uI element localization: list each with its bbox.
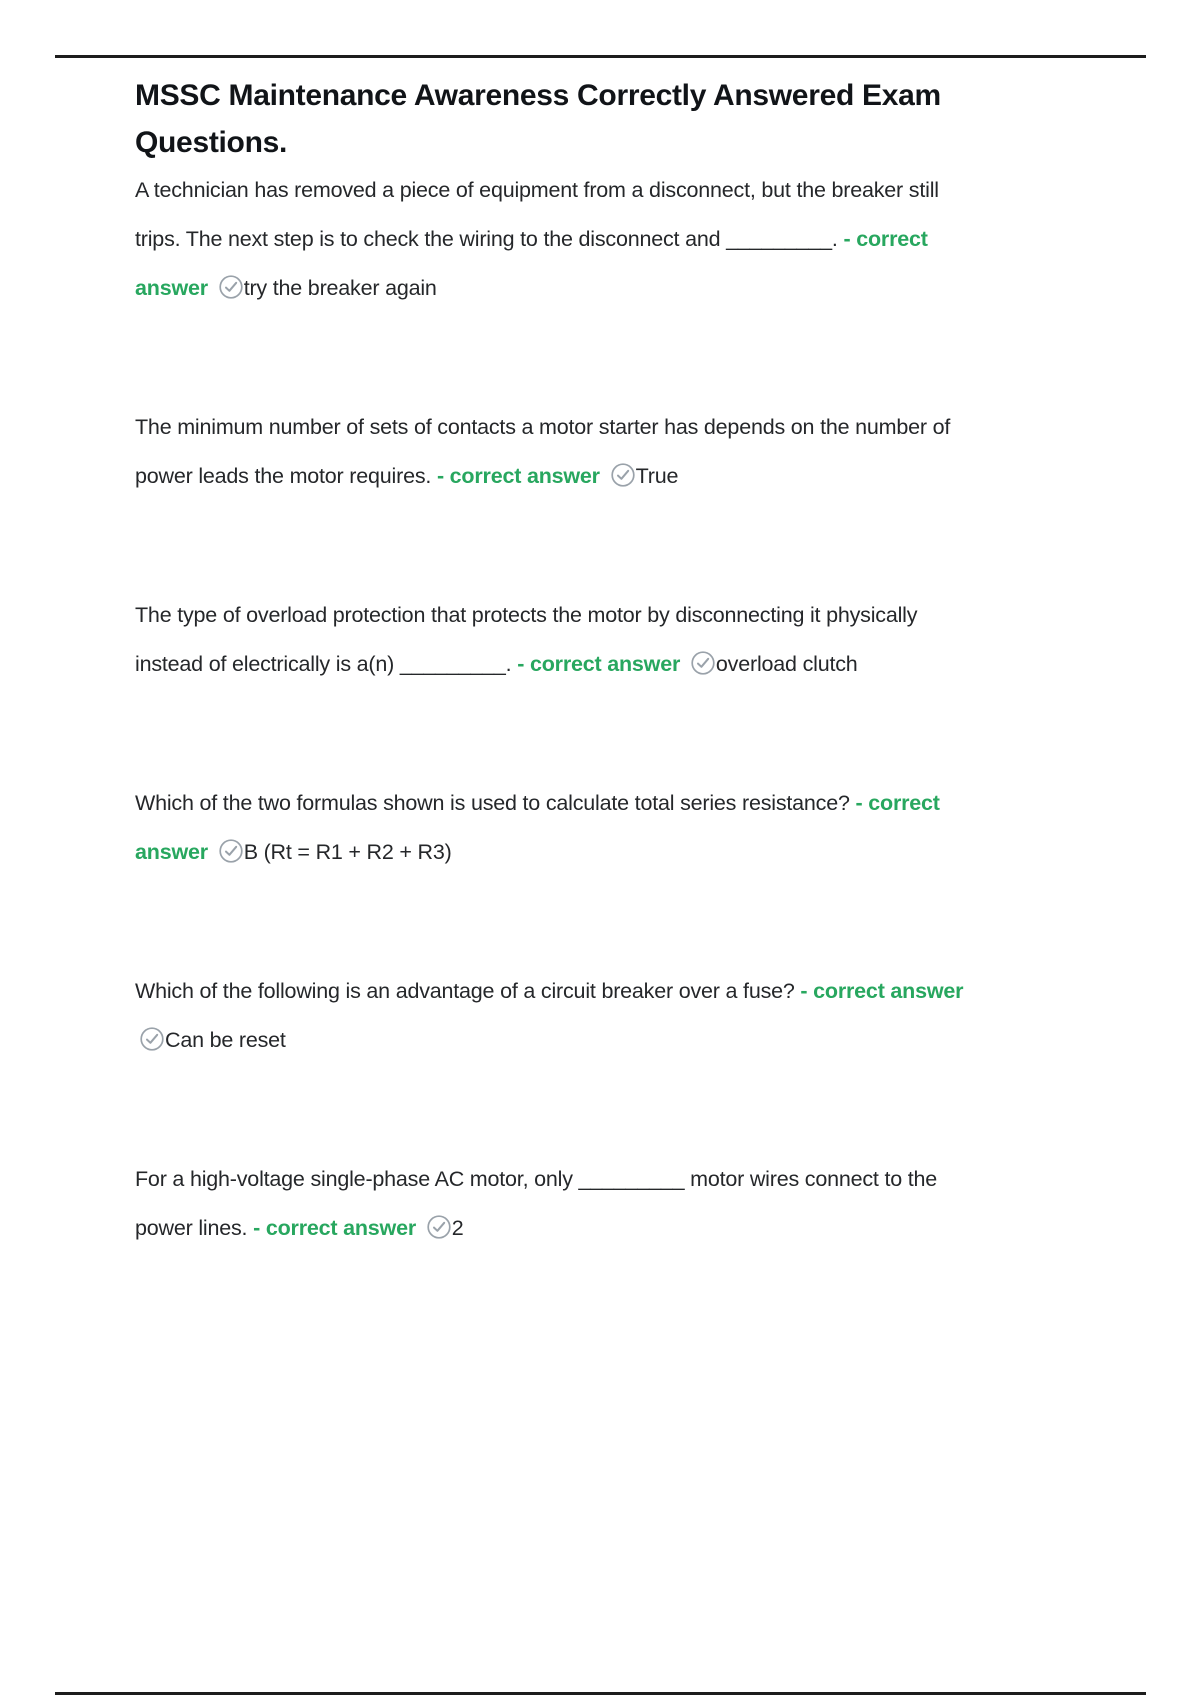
question-item bbox=[135, 403, 985, 501]
check-circle-icon bbox=[426, 1214, 452, 1240]
question-text: The type of overload protection that protects the motor by disconnecting it physically instead of electrically is a(n) _________. bbox=[135, 603, 918, 676]
question-item bbox=[135, 779, 985, 877]
correct-answer-label: - correct answer bbox=[800, 979, 964, 1003]
question-text: For a high-voltage single-phase AC motor, only _________ motor wires connect to the power lines. bbox=[135, 1167, 938, 1240]
correct-answer-label: - correct answer bbox=[135, 791, 940, 864]
correct-answer-label: - correct answer bbox=[517, 652, 681, 676]
page-title: MSSC Maintenance Awareness Correctly Answered Exam Questions. bbox=[135, 79, 941, 159]
question-item bbox=[135, 166, 985, 313]
question-item bbox=[135, 1155, 985, 1253]
check-circle-icon bbox=[139, 1026, 165, 1052]
answer-text: Can be reset bbox=[165, 1028, 286, 1052]
check-circle-icon bbox=[690, 650, 716, 676]
answer-text: 2 bbox=[451, 1216, 464, 1240]
check-circle-icon bbox=[610, 462, 636, 488]
answer-text: B (Rt = R1 + R2 + R3) bbox=[243, 840, 452, 864]
question-list bbox=[135, 166, 985, 1253]
question-text: Which of the two formulas shown is used to calculate total series resistance? bbox=[135, 791, 850, 815]
correct-answer-label: - correct answer bbox=[436, 464, 600, 488]
document-body bbox=[135, 72, 985, 1253]
answer-text: True bbox=[635, 464, 679, 488]
check-circle-icon bbox=[218, 274, 244, 300]
question-text: Which of the following is an advantage of a circuit breaker over a fuse? bbox=[135, 979, 795, 1003]
question-text: A technician has removed a piece of equipment from a disconnect, but the breaker still trips. The next step is to check the wiring to the disconnect and _________. bbox=[135, 178, 939, 251]
correct-answer-label: - correct answer bbox=[135, 227, 928, 300]
check-circle-icon bbox=[218, 838, 244, 864]
question-item bbox=[135, 967, 985, 1065]
question-text: The minimum number of sets of contacts a motor starter has depends on the number of power leads the motor requires. bbox=[135, 415, 951, 488]
correct-answer-label: - correct answer bbox=[253, 1216, 417, 1240]
question-item bbox=[135, 591, 985, 689]
top-rule bbox=[55, 55, 1146, 58]
bottom-rule bbox=[55, 1692, 1146, 1695]
answer-text: overload clutch bbox=[715, 652, 858, 676]
answer-text: try the breaker again bbox=[243, 276, 437, 300]
